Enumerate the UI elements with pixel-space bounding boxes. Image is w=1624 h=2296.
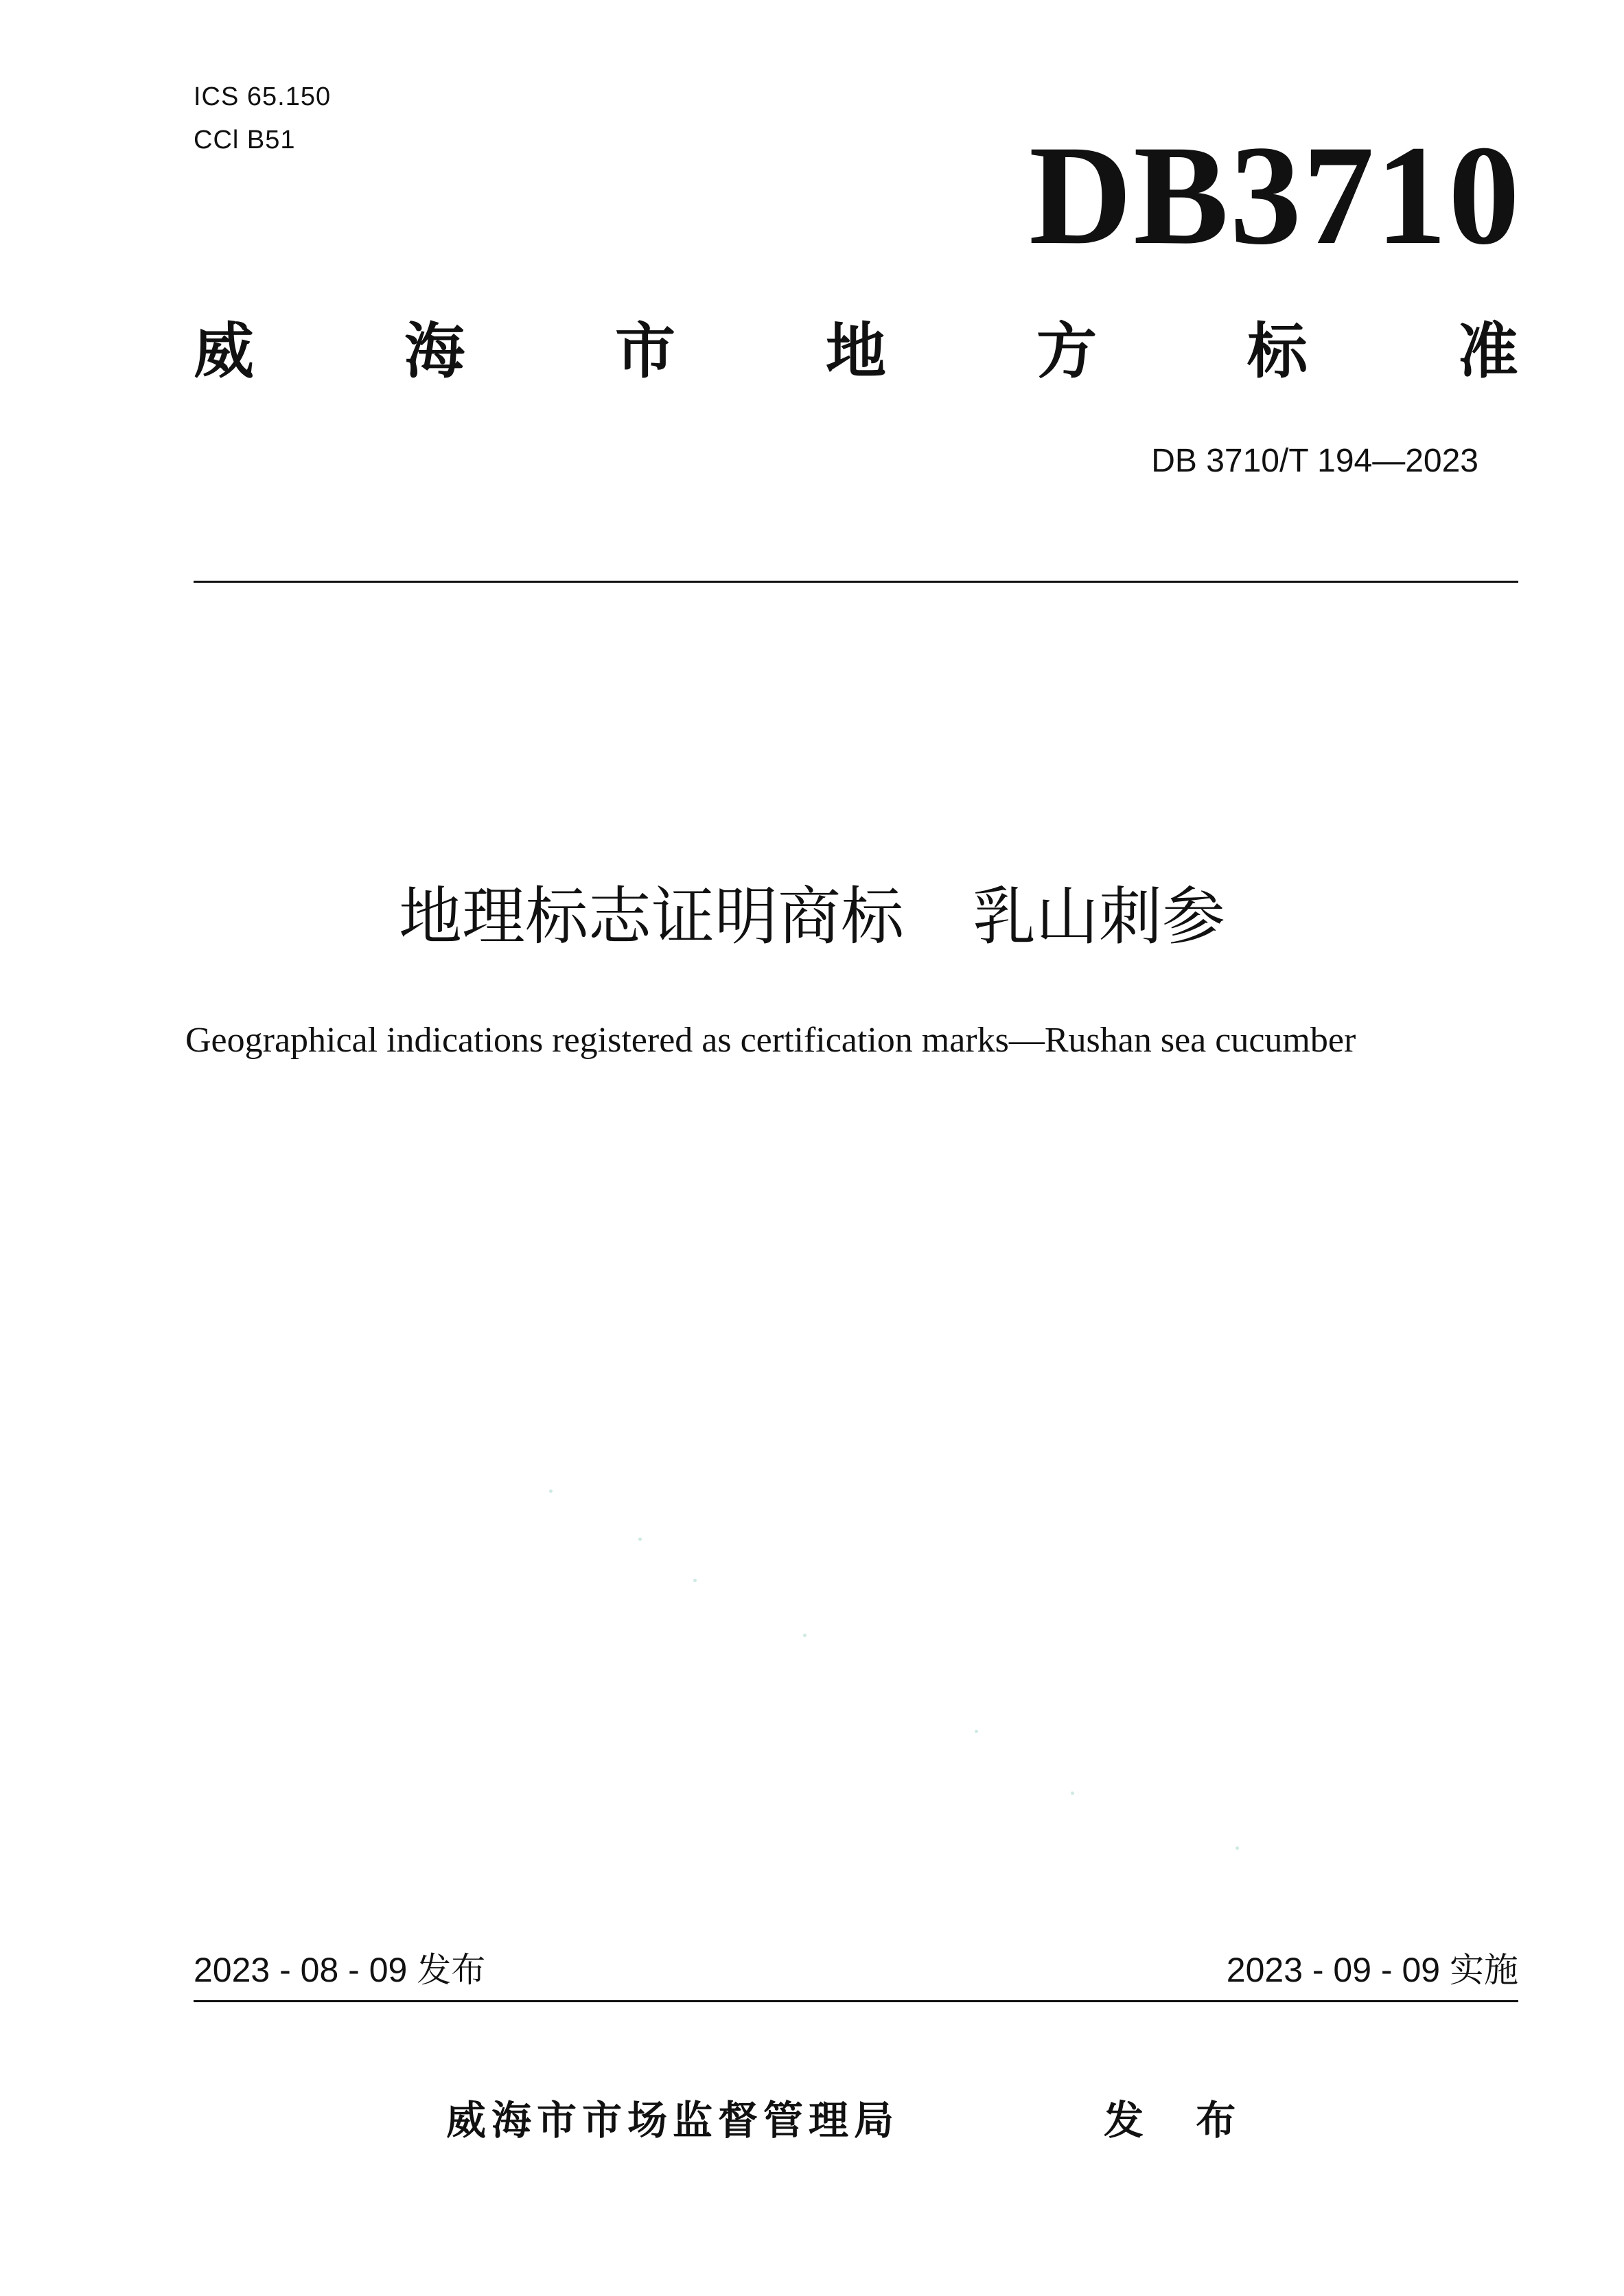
footer-divider	[194, 2000, 1518, 2002]
standard-number: DB 3710/T 194—2023	[1151, 443, 1478, 479]
scan-speck	[975, 1730, 978, 1733]
scan-speck	[549, 1489, 553, 1493]
header-divider	[194, 581, 1518, 583]
standard-type-char: 方	[1036, 316, 1097, 386]
standard-type-char: 市	[614, 316, 675, 386]
standard-type-char: 准	[1457, 316, 1518, 386]
standard-type-char: 标	[1246, 316, 1308, 386]
publish-label: 发 布	[1104, 2097, 1255, 2144]
chinese-title-main: 地理标志证明商标	[398, 880, 904, 953]
standard-type-char: 海	[404, 316, 465, 386]
english-title: Geographical indications registered as certification marks—Rushan sea cucumber	[185, 1021, 1356, 1060]
standard-type-heading	[194, 316, 1518, 386]
publisher: 威海市市场监督管理局	[446, 2097, 900, 2144]
chinese-title	[0, 880, 1624, 953]
scan-speck	[638, 1538, 642, 1541]
implementation-date: 2023 - 09 - 09 实施	[1226, 1951, 1518, 1989]
ics-code: ICS 65.150	[194, 82, 332, 111]
chinese-title-sub: 乳山刺参	[973, 880, 1226, 953]
scan-speck	[803, 1634, 807, 1637]
db-logo: DB3710	[1029, 116, 1521, 274]
standard-type-char: 地	[825, 316, 886, 386]
scan-speck	[693, 1579, 697, 1582]
ccs-code: CCl B51	[194, 126, 296, 154]
issue-date: 2023 - 08 - 09 发布	[194, 1951, 486, 1989]
scan-speck	[1236, 1846, 1239, 1850]
scan-speck	[1071, 1791, 1074, 1795]
standard-type-char: 威	[194, 316, 255, 386]
